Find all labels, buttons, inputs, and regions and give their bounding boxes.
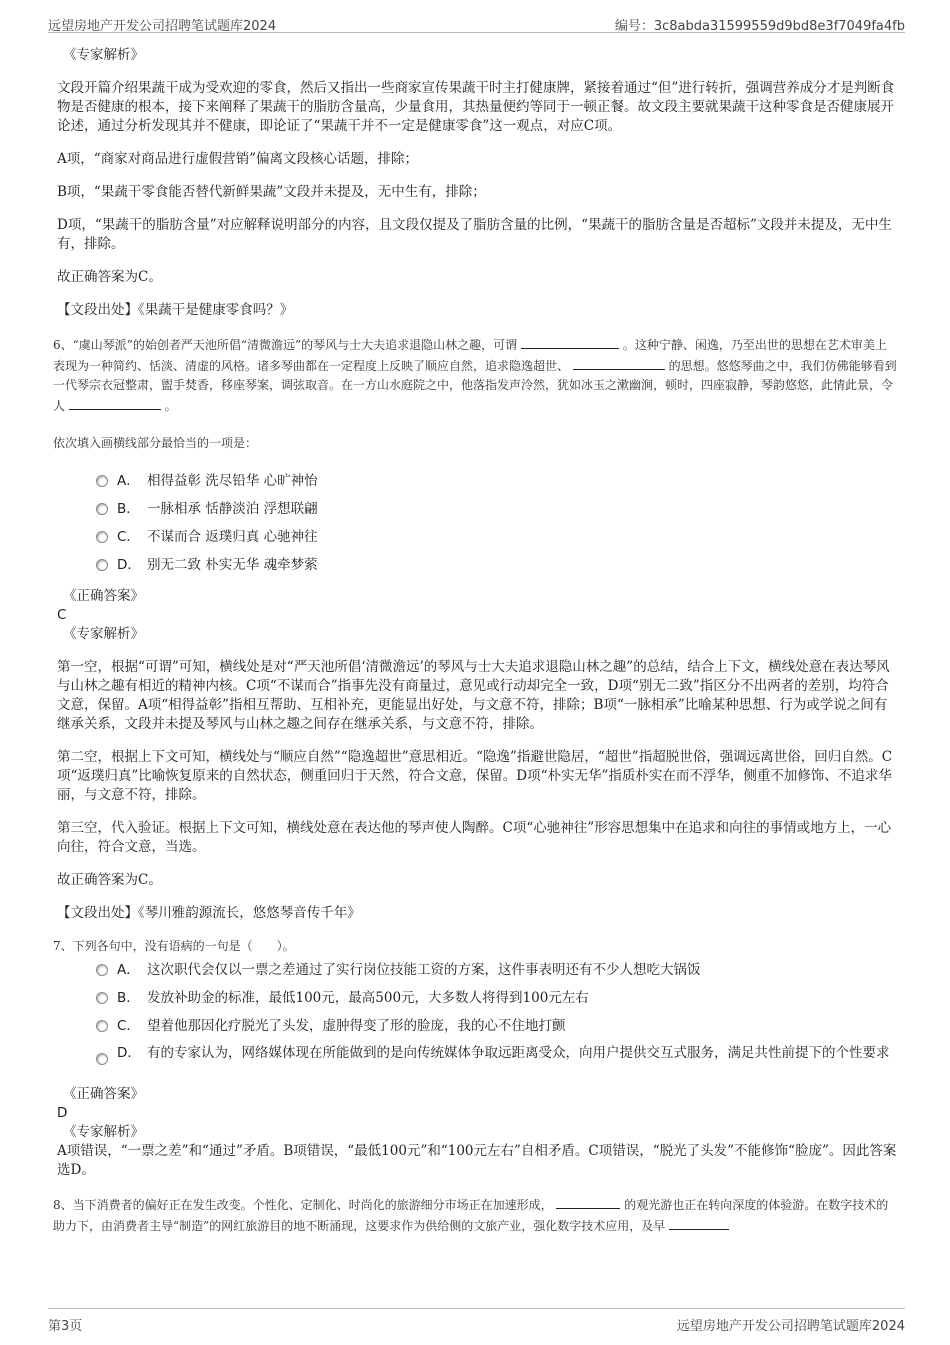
footer-title: 远望房地产开发公司招聘笔试题库2024 xyxy=(676,1319,905,1334)
q6-analysis-para2: 第二空，根据上下文可知，横线处与“顺应自然”“隐逸超世”意思相近。“隐逸”指避世隐居，“超世”指超脱世俗，强调远离世俗，回归自然。C项“返璞归真”比喻恢复原来的自然状态，侧重回归于天然，符合文意，保留。D项“朴实无华”指质朴实在而不浮华，侧重不加修饰、不追求华丽，与文意不符，排除。 xyxy=(57,749,893,803)
q6-answer: C xyxy=(57,607,67,623)
q6-option-b[interactable] xyxy=(95,495,897,523)
option-letter: A． xyxy=(117,472,140,489)
page-content xyxy=(53,46,897,1236)
q7-option-a[interactable] xyxy=(95,956,897,984)
q8-blank-1 xyxy=(556,1194,620,1209)
radio-icon[interactable] xyxy=(96,1053,108,1065)
q5-analysis-para3: B项，“果蔬干零食能否替代新鲜果蔬”文段并未提及，无中生有，排除； xyxy=(57,184,486,200)
option-letter: C． xyxy=(117,1017,140,1034)
q5-analysis-para2: A项，“商家对商品进行虚假营销”偏离文段核心话题，排除； xyxy=(57,151,419,167)
radio-icon[interactable] xyxy=(96,531,108,543)
q7-analysis-label: 《专家解析》 xyxy=(63,1124,144,1140)
q6-stem-part-a: 6、“虞山琴派”的始创者严天池所倡“清微澹远”的琴风与士大夫追求退隐山林之趣，可谓 xyxy=(53,338,518,352)
q8-stem-part-a: 8、当下消费者的偏好正在发生改变。个性化、定制化、时尚化的旅游细分市场正在加速形成， xyxy=(53,1198,553,1212)
q6-stem xyxy=(53,334,897,416)
footer-page-number: 第3页 xyxy=(48,1319,83,1334)
q7-stem: 7、下列各句中，没有语病的一句是（ ）。 xyxy=(53,939,295,953)
option-text: 发放补助金的标准，最低100元，最高500元，大多数人将得到100元左右 xyxy=(147,989,589,1006)
option-text: 望着他那因化疗脱光了头发，虚肿得变了形的脸庞，我的心不住地打颤 xyxy=(147,1017,566,1034)
q7-answer-label: 《正确答案》 xyxy=(63,1086,144,1102)
radio-icon[interactable] xyxy=(96,559,108,571)
q6-source: 【文段出处】《琴川雅韵源流长，悠悠琴音传千年》 xyxy=(57,905,361,921)
radio-icon[interactable] xyxy=(96,964,108,976)
radio-icon[interactable] xyxy=(96,992,108,1004)
q7-option-c[interactable] xyxy=(95,1012,897,1040)
q7-analysis: A项错误，“一票之差”和“通过”矛盾。B项错误，“最低100元”和“100元左右”自相矛盾。C项错误，“脱光了头发”不能修饰“脸庞”。因此答案选D。 xyxy=(57,1143,897,1178)
option-letter: D． xyxy=(117,556,141,573)
q5-conclusion: 故正确答案为C。 xyxy=(57,269,162,285)
option-letter: D． xyxy=(117,1045,141,1061)
q5-source: 【文段出处】《果蔬干是健康零食吗？》 xyxy=(57,302,294,318)
q6-stem-part-c: 的思想。悠悠琴曲之中，我们仿佛能够看到一代琴宗衣冠整肃，盥手焚香，移座琴案，调弦取音。在一方山水庭院之中，他落指发声泠然，犹如冰玉之漱幽涧，顿时，四座寂静，琴韵悠悠，此情此景，令人 xyxy=(53,359,897,413)
q6-analysis-para3: 第三空，代入验证。根据上下文可知，横线处意在表达他的琴声使人陶醉。C项“心驰神往”形容思想集中在追求和向往的事情或地方上，一心向往，符合文意，当选。 xyxy=(57,820,892,855)
q7-option-d[interactable] xyxy=(95,1040,897,1067)
radio-icon[interactable] xyxy=(96,503,108,515)
option-letter: A． xyxy=(117,961,140,978)
radio-icon[interactable] xyxy=(96,1020,108,1032)
q7-options xyxy=(57,956,897,1067)
option-letter: B． xyxy=(117,500,140,517)
page-header xyxy=(48,12,905,33)
q6-stem-part-d: 。 xyxy=(164,399,177,413)
q6-blank-2 xyxy=(573,355,665,370)
option-text: 相得益彰 洗尽铅华 心旷神怡 xyxy=(147,472,318,489)
option-text: 这次职代会仅以一票之差通过了实行岗位技能工资的方案，这件事表明还有不少人想吃大锅饭 xyxy=(147,961,701,978)
q6-blank-3 xyxy=(69,395,161,410)
q6-option-a[interactable] xyxy=(95,467,897,495)
q6-options xyxy=(57,467,897,579)
option-letter: C． xyxy=(117,528,140,545)
q6-instruction: 依次填入画横线部分最恰当的一项是： xyxy=(53,436,258,450)
radio-icon[interactable] xyxy=(96,475,108,487)
q7-option-b[interactable] xyxy=(95,984,897,1012)
option-text: 别无二致 朴实无华 魂牵梦萦 xyxy=(147,556,318,573)
q5-analysis-label: 《专家解析》 xyxy=(63,47,144,63)
q6-analysis-label: 《专家解析》 xyxy=(63,626,144,642)
page-footer xyxy=(48,1308,905,1334)
header-title: 远望房地产开发公司招聘笔试题库2024 xyxy=(48,19,277,34)
q6-blank-1 xyxy=(521,334,619,349)
q6-answer-label: 《正确答案》 xyxy=(63,588,144,604)
q6-stem-part-b: 。这种宁静、闲逸，乃至出世的思想在艺术审美上表现为一种简约、恬淡、清虚的风格。诸多琴曲都在一定程度上反映了顺应自然，追求隐逸超世、 xyxy=(53,338,887,373)
q8-stem-part-b: 的观光游也正在转向深度的体验游。在数字技术的助力下，由消费者主导“制造”的网红旅游目的地不断涌现，这要求作为供给侧的文旅产业，强化数字技术应用，及早 xyxy=(53,1198,889,1233)
q5-analysis-para4: D项，“果蔬干的脂肪含量”对应解释说明部分的内容，且文段仅提及了脂肪含量的比例，“果蔬干的脂肪含量是否超标”文段并未提及，无中生有，排除。 xyxy=(57,217,892,252)
q6-analysis-para1: 第一空，根据“可谓”可知，横线处是对“严天池所倡‘清微澹远’的琴风与士大夫追求退隐山林之趣”的总结，结合上下文，横线处意在表达琴风与山林之趣有相近的精神内核。C项“不谋而合”指事先没有商量过，意见或行动却完全一致，D项“别无二致”指区分不出两者的差别，均符合文意，保留。A项“相得益彰”指相互帮助、互相补充，更能显出好处，与文意不符，排除；B项“一脉相承”比喻某种思想、行为或学说之间有继承关系，文段并未提及琴风与山林之趣之间存在继承关系，与文意不符，排除。 xyxy=(57,659,890,732)
q6-conclusion: 故正确答案为C。 xyxy=(57,872,162,888)
q8-blank-2 xyxy=(669,1215,729,1230)
option-letter: B． xyxy=(117,989,140,1006)
option-text: 一脉相承 恬静淡泊 浮想联翩 xyxy=(147,500,318,517)
q7-answer: D xyxy=(57,1105,68,1121)
option-text: 有的专家认为，网络媒体现在所能做到的是向传统媒体争取远距离受众，向用户提供交互式服务，满足共性前提下的个性要求 xyxy=(147,1045,890,1061)
q6-option-c[interactable] xyxy=(95,523,897,551)
header-code: 编号：3c8abda31599559d9bd8e3f7049fa4fb xyxy=(614,19,905,34)
q5-analysis-para1: 文段开篇介绍果蔬干成为受欢迎的零食，然后又指出一些商家宣传果蔬干时主打健康牌，紧接着通过“但”进行转折，强调营养成分才是判断食物是否健康的根本，接下来阐释了果蔬干的脂肪含量高，少量食用，其热量便约等同于一顿正餐。故文段主要就果蔬干这种零食是否健康展开论述，通过分析发现其并不健康，即论证了“果蔬干并不一定是健康零食”这一观点，对应C项。 xyxy=(57,80,895,134)
q8-stem xyxy=(53,1194,897,1236)
option-text: 不谋而合 返璞归真 心驰神往 xyxy=(147,528,318,545)
q6-option-d[interactable] xyxy=(95,551,897,579)
